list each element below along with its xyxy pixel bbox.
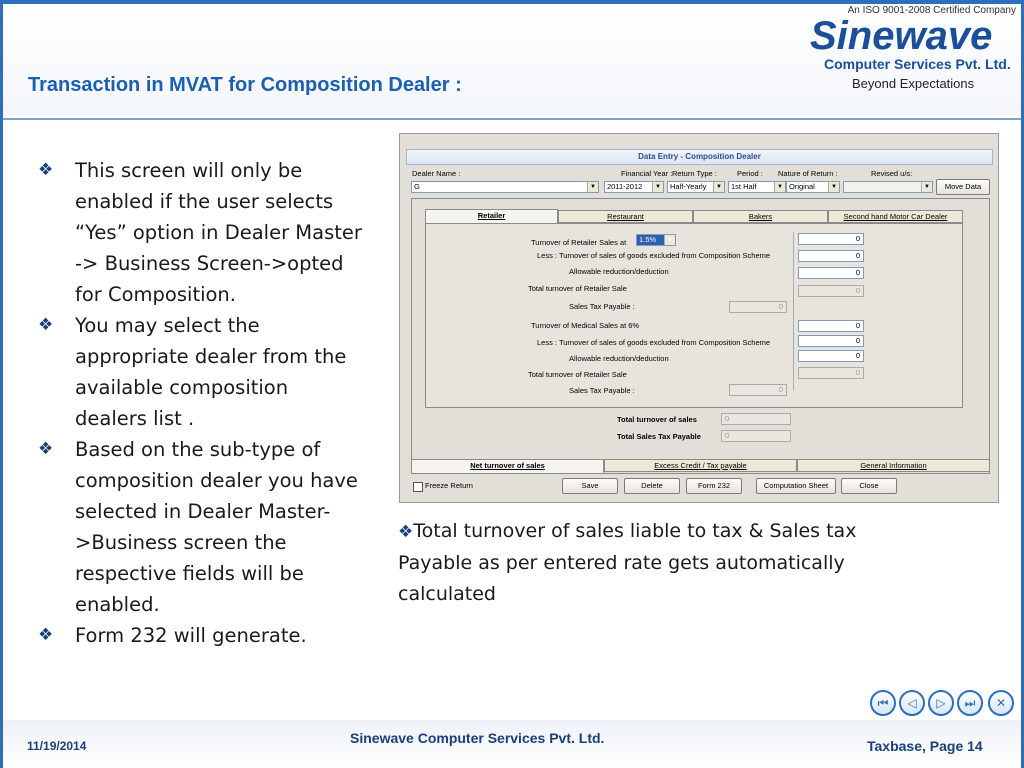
return-type-label: Return Type :	[672, 169, 717, 178]
chevron-down-icon: ▼	[652, 182, 663, 192]
logo-brand: Sinewave	[810, 14, 993, 58]
form-232-button[interactable]: Form 232	[686, 478, 742, 494]
move-data-button[interactable]: Move Data	[936, 179, 990, 195]
column-divider	[793, 232, 794, 390]
footer-company: Sinewave Computer Services Pvt. Ltd.	[350, 730, 605, 746]
last-slide-icon[interactable]: ⏭	[957, 690, 983, 716]
tab-net-turnover-of-sales[interactable]: Net turnover of sales	[411, 459, 604, 473]
header-divider	[3, 118, 1021, 120]
composition-dealer-window	[399, 133, 999, 503]
screenshot-caption: ❖Total turnover of sales liable to tax & Sales tax Payable as per entered rate gets automatically calculated	[398, 520, 857, 605]
nature-of-return-label: Nature of Return :	[778, 169, 838, 178]
diamond-bullet-icon: ❖	[398, 522, 414, 542]
save-button[interactable]: Save	[562, 478, 618, 494]
diamond-bullet-icon: ❖	[38, 315, 54, 335]
amount-field: 0	[729, 384, 787, 396]
total-turnover-label: Total turnover of sales	[617, 415, 697, 424]
amount-field[interactable]: 0	[798, 250, 864, 262]
bullet-item: ❖ You may select the appropriate dealer from the available composition dealers list .	[38, 310, 363, 434]
row-label: Turnover of Medical Sales at 6%	[531, 321, 640, 330]
row-label: Turnover of Retailer Sales at	[531, 238, 627, 247]
tab-second-hand-motor-car-dealer[interactable]: Second hand Motor Car Dealer	[828, 210, 963, 223]
row-label: Allowable reduction/deduction	[569, 267, 669, 276]
amount-field: 0	[798, 285, 864, 297]
logo-tagline: Beyond Expectations	[852, 76, 975, 91]
diamond-bullet-icon: ❖	[38, 439, 54, 459]
footer-date: 11/19/2014	[27, 739, 87, 753]
row-label: Total turnover of Retailer Sale	[528, 370, 627, 379]
next-slide-icon[interactable]: ▷	[928, 690, 954, 716]
tab-excess-credit-tax-payable[interactable]: Excess Credit / Tax payable	[604, 459, 797, 472]
bullet-item: ❖ Form 232 will generate.	[38, 620, 363, 651]
chevron-down-icon: ▼	[713, 182, 724, 192]
chevron-down-icon: ▼	[828, 182, 839, 192]
logo-company: Computer Services Pvt. Ltd.	[824, 56, 1011, 72]
amount-field: 0	[798, 367, 864, 379]
bullet-list	[38, 155, 363, 651]
financial-year-select[interactable]: 2011-2012 ▼	[604, 181, 664, 193]
amount-field[interactable]: 0	[798, 335, 864, 347]
slide-title: Transaction in MVAT for Composition Dealer :	[28, 74, 462, 96]
period-select[interactable]: 1st Half ▼	[728, 181, 786, 193]
row-label: Sales Tax Payable :	[569, 302, 635, 311]
row-label: Allowable reduction/deduction	[569, 354, 669, 363]
tab-bakers[interactable]: Bakers	[693, 210, 828, 223]
certification-text: An ISO 9001-2008 Certified Company	[847, 5, 1016, 16]
total-tax-field: 0	[721, 430, 791, 442]
chevron-down-icon: ▼	[664, 235, 675, 245]
company-logo	[808, 4, 1022, 100]
period-label: Period :	[737, 169, 763, 178]
bullet-item: ❖ This screen will only be enabled if the user selects “Yes” option in Dealer Master -> Business Screen->opted for Composition.	[38, 155, 363, 310]
diamond-bullet-icon: ❖	[38, 160, 54, 180]
nature-of-return-select[interactable]: Original ▼	[786, 181, 840, 193]
rate-select[interactable]: 1.5% ▼	[636, 234, 676, 246]
window-title: Data Entry - Composition Dealer	[406, 149, 993, 165]
footer-page-number: Taxbase, Page 14	[867, 738, 983, 754]
tab-general-information[interactable]: General Information	[797, 459, 990, 472]
close-button[interactable]: Close	[841, 478, 897, 494]
amount-field: 0	[729, 301, 787, 313]
row-label: Sales Tax Payable :	[569, 386, 635, 395]
amount-field[interactable]: 0	[798, 233, 864, 245]
dealer-name-label: Dealer Name :	[412, 169, 461, 178]
row-label: Less : Turnover of sales of goods excluded from Composition Scheme	[537, 251, 771, 260]
tab-retailer[interactable]: Retailer	[425, 209, 558, 223]
row-label: Total turnover of Retailer Sale	[528, 284, 627, 293]
bullet-item: ❖ Based on the sub-type of composition dealer you have selected in Dealer Master->Business screen the respective fields will be enabled.	[38, 434, 363, 620]
revised-us-label: Revised u/s:	[871, 169, 913, 178]
freeze-return-checkbox[interactable]	[413, 482, 423, 492]
tab-restaurant[interactable]: Restaurant	[558, 210, 693, 223]
revised-us-select[interactable]	[843, 181, 933, 193]
chevron-down-icon: ▼	[921, 182, 932, 192]
chevron-down-icon: ▼	[774, 182, 785, 192]
dealer-name-select[interactable]: G ▼	[411, 181, 599, 193]
financial-year-label: Financial Year :	[621, 169, 673, 178]
row-label: Less : Turnover of sales of goods excluded from Composition Scheme	[537, 338, 771, 347]
diamond-bullet-icon: ❖	[38, 625, 54, 645]
amount-field[interactable]: 0	[798, 350, 864, 362]
first-slide-icon[interactable]: ⏮	[870, 690, 896, 716]
delete-button[interactable]: Delete	[624, 478, 680, 494]
total-turnover-field: 0	[721, 413, 791, 425]
amount-field[interactable]: 0	[798, 267, 864, 279]
amount-field[interactable]: 0	[798, 320, 864, 332]
return-type-select[interactable]: Half-Yearly ▼	[667, 181, 725, 193]
close-icon[interactable]: ✕	[988, 690, 1014, 716]
previous-slide-icon[interactable]: ◁	[899, 690, 925, 716]
computation-sheet-button[interactable]: Computation Sheet	[756, 478, 836, 494]
chevron-down-icon: ▼	[587, 182, 598, 192]
freeze-return-label: Freeze Return	[425, 481, 473, 490]
total-tax-label: Total Sales Tax Payable	[617, 432, 701, 441]
